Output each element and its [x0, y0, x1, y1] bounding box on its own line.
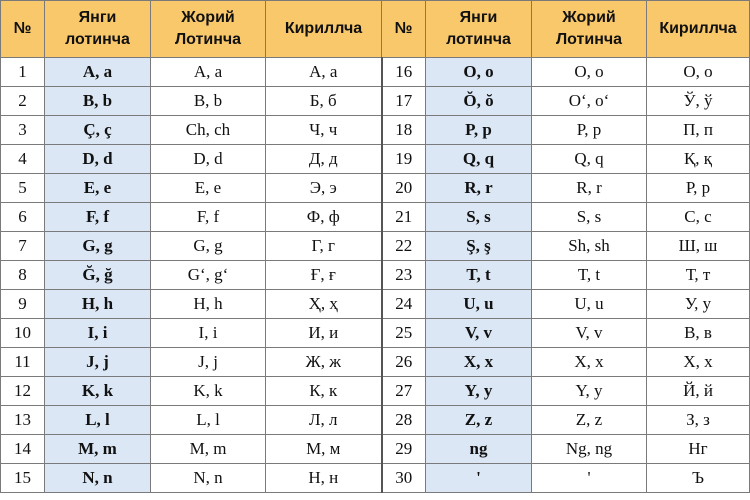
current-latin-letter: P, p: [532, 116, 647, 145]
new-latin-letter: F, f: [45, 203, 151, 232]
current-latin-letter: ': [532, 464, 647, 493]
new-latin-letter: Ŏ, ŏ: [426, 87, 532, 116]
cyrillic-letter: И, и: [266, 319, 382, 348]
header-cyrillic-right: Кириллча: [647, 1, 750, 58]
cyrillic-letter: С, с: [647, 203, 750, 232]
row-number: 12: [1, 377, 45, 406]
new-latin-letter: P, p: [426, 116, 532, 145]
row-number: 9: [1, 290, 45, 319]
row-number: 16: [382, 58, 426, 87]
new-latin-letter: R, r: [426, 174, 532, 203]
table-row: [1, 232, 750, 261]
cyrillic-letter: О, о: [647, 58, 750, 87]
table-row: [1, 174, 750, 203]
row-number: 2: [1, 87, 45, 116]
table-body: [1, 58, 750, 493]
new-latin-letter: Ç, ç: [45, 116, 151, 145]
cyrillic-letter: Ғ, ғ: [266, 261, 382, 290]
row-number: 1: [1, 58, 45, 87]
row-number: 22: [382, 232, 426, 261]
row-number: 3: [1, 116, 45, 145]
new-latin-letter: ': [426, 464, 532, 493]
new-latin-letter: G, g: [45, 232, 151, 261]
cyrillic-letter: Й, й: [647, 377, 750, 406]
new-latin-letter: H, h: [45, 290, 151, 319]
table-row: [1, 203, 750, 232]
cyrillic-letter: Нг: [647, 435, 750, 464]
cyrillic-letter: Д, д: [266, 145, 382, 174]
current-latin-letter: G, g: [151, 232, 266, 261]
cyrillic-letter: Т, т: [647, 261, 750, 290]
new-latin-letter: Ğ, ğ: [45, 261, 151, 290]
current-latin-letter: Ng, ng: [532, 435, 647, 464]
current-latin-letter: Z, z: [532, 406, 647, 435]
cyrillic-letter: Э, э: [266, 174, 382, 203]
row-number: 8: [1, 261, 45, 290]
new-latin-letter: O, o: [426, 58, 532, 87]
new-latin-letter: Z, z: [426, 406, 532, 435]
current-latin-letter: E, e: [151, 174, 266, 203]
row-number: 19: [382, 145, 426, 174]
new-latin-letter: S, s: [426, 203, 532, 232]
table-row: [1, 406, 750, 435]
row-number: 21: [382, 203, 426, 232]
current-latin-letter: Y, y: [532, 377, 647, 406]
new-latin-letter: D, d: [45, 145, 151, 174]
table-row: [1, 464, 750, 493]
row-number: 27: [382, 377, 426, 406]
row-number: 17: [382, 87, 426, 116]
current-latin-letter: A, a: [151, 58, 266, 87]
header-new-latin-left: Янги лотинча: [45, 1, 151, 58]
new-latin-letter: B, b: [45, 87, 151, 116]
row-number: 29: [382, 435, 426, 464]
cyrillic-letter: Ў, ў: [647, 87, 750, 116]
current-latin-letter: Q, q: [532, 145, 647, 174]
table-row: [1, 87, 750, 116]
row-number: 11: [1, 348, 45, 377]
row-number: 24: [382, 290, 426, 319]
current-latin-letter: B, b: [151, 87, 266, 116]
current-latin-letter: X, x: [532, 348, 647, 377]
table-row: [1, 116, 750, 145]
current-latin-letter: G‘, g‘: [151, 261, 266, 290]
current-latin-letter: U, u: [532, 290, 647, 319]
new-latin-letter: N, n: [45, 464, 151, 493]
current-latin-letter: J, j: [151, 348, 266, 377]
current-latin-letter: L, l: [151, 406, 266, 435]
table-row: [1, 261, 750, 290]
table-row: [1, 319, 750, 348]
new-latin-letter: K, k: [45, 377, 151, 406]
current-latin-letter: N, n: [151, 464, 266, 493]
row-number: 28: [382, 406, 426, 435]
new-latin-letter: T, t: [426, 261, 532, 290]
cyrillic-letter: Л, л: [266, 406, 382, 435]
cyrillic-letter: Ъ: [647, 464, 750, 493]
cyrillic-letter: Г, г: [266, 232, 382, 261]
row-number: 6: [1, 203, 45, 232]
table-header: [1, 1, 750, 58]
new-latin-letter: Y, y: [426, 377, 532, 406]
cyrillic-letter: Ч, ч: [266, 116, 382, 145]
table-row: [1, 145, 750, 174]
cyrillic-letter: Х, х: [647, 348, 750, 377]
current-latin-letter: I, i: [151, 319, 266, 348]
row-number: 14: [1, 435, 45, 464]
cyrillic-letter: Ш, ш: [647, 232, 750, 261]
cyrillic-letter: М, м: [266, 435, 382, 464]
new-latin-letter: I, i: [45, 319, 151, 348]
new-latin-letter: A, a: [45, 58, 151, 87]
new-latin-letter: M, m: [45, 435, 151, 464]
current-latin-letter: F, f: [151, 203, 266, 232]
header-cyrillic-left: Кириллча: [266, 1, 382, 58]
row-number: 20: [382, 174, 426, 203]
row-number: 7: [1, 232, 45, 261]
table-row: [1, 377, 750, 406]
current-latin-letter: H, h: [151, 290, 266, 319]
current-latin-letter: Sh, sh: [532, 232, 647, 261]
current-latin-letter: R, r: [532, 174, 647, 203]
new-latin-letter: J, j: [45, 348, 151, 377]
current-latin-letter: D, d: [151, 145, 266, 174]
cyrillic-letter: У, у: [647, 290, 750, 319]
cyrillic-letter: Р, р: [647, 174, 750, 203]
table-row: [1, 348, 750, 377]
new-latin-letter: ng: [426, 435, 532, 464]
cyrillic-letter: Қ, қ: [647, 145, 750, 174]
current-latin-letter: M, m: [151, 435, 266, 464]
current-latin-letter: K, k: [151, 377, 266, 406]
row-number: 5: [1, 174, 45, 203]
row-number: 4: [1, 145, 45, 174]
current-latin-letter: Ch, ch: [151, 116, 266, 145]
new-latin-letter: E, e: [45, 174, 151, 203]
new-latin-letter: X, x: [426, 348, 532, 377]
table-row: [1, 435, 750, 464]
header-num-right: №: [382, 1, 426, 58]
new-latin-letter: U, u: [426, 290, 532, 319]
cyrillic-letter: Ф, ф: [266, 203, 382, 232]
cyrillic-letter: Ж, ж: [266, 348, 382, 377]
header-new-latin-right: Янги лотинча: [426, 1, 532, 58]
new-latin-letter: V, v: [426, 319, 532, 348]
row-number: 15: [1, 464, 45, 493]
current-latin-letter: T, t: [532, 261, 647, 290]
cyrillic-letter: Ҳ, ҳ: [266, 290, 382, 319]
cyrillic-letter: К, к: [266, 377, 382, 406]
row-number: 18: [382, 116, 426, 145]
current-latin-letter: V, v: [532, 319, 647, 348]
row-number: 23: [382, 261, 426, 290]
current-latin-letter: O, o: [532, 58, 647, 87]
header-num-left: №: [1, 1, 45, 58]
table-row: [1, 290, 750, 319]
header-current-latin-left: Жорий Лотинча: [151, 1, 266, 58]
header-current-latin-right: Жорий Лотинча: [532, 1, 647, 58]
new-latin-letter: L, l: [45, 406, 151, 435]
cyrillic-letter: Б, б: [266, 87, 382, 116]
new-latin-letter: Ş, ş: [426, 232, 532, 261]
row-number: 26: [382, 348, 426, 377]
row-number: 25: [382, 319, 426, 348]
cyrillic-letter: Н, н: [266, 464, 382, 493]
cyrillic-letter: З, з: [647, 406, 750, 435]
row-number: 13: [1, 406, 45, 435]
table-row: [1, 58, 750, 87]
cyrillic-letter: В, в: [647, 319, 750, 348]
current-latin-letter: O‘, o‘: [532, 87, 647, 116]
current-latin-letter: S, s: [532, 203, 647, 232]
row-number: 10: [1, 319, 45, 348]
cyrillic-letter: А, а: [266, 58, 382, 87]
new-latin-letter: Q, q: [426, 145, 532, 174]
cyrillic-letter: П, п: [647, 116, 750, 145]
row-number: 30: [382, 464, 426, 493]
